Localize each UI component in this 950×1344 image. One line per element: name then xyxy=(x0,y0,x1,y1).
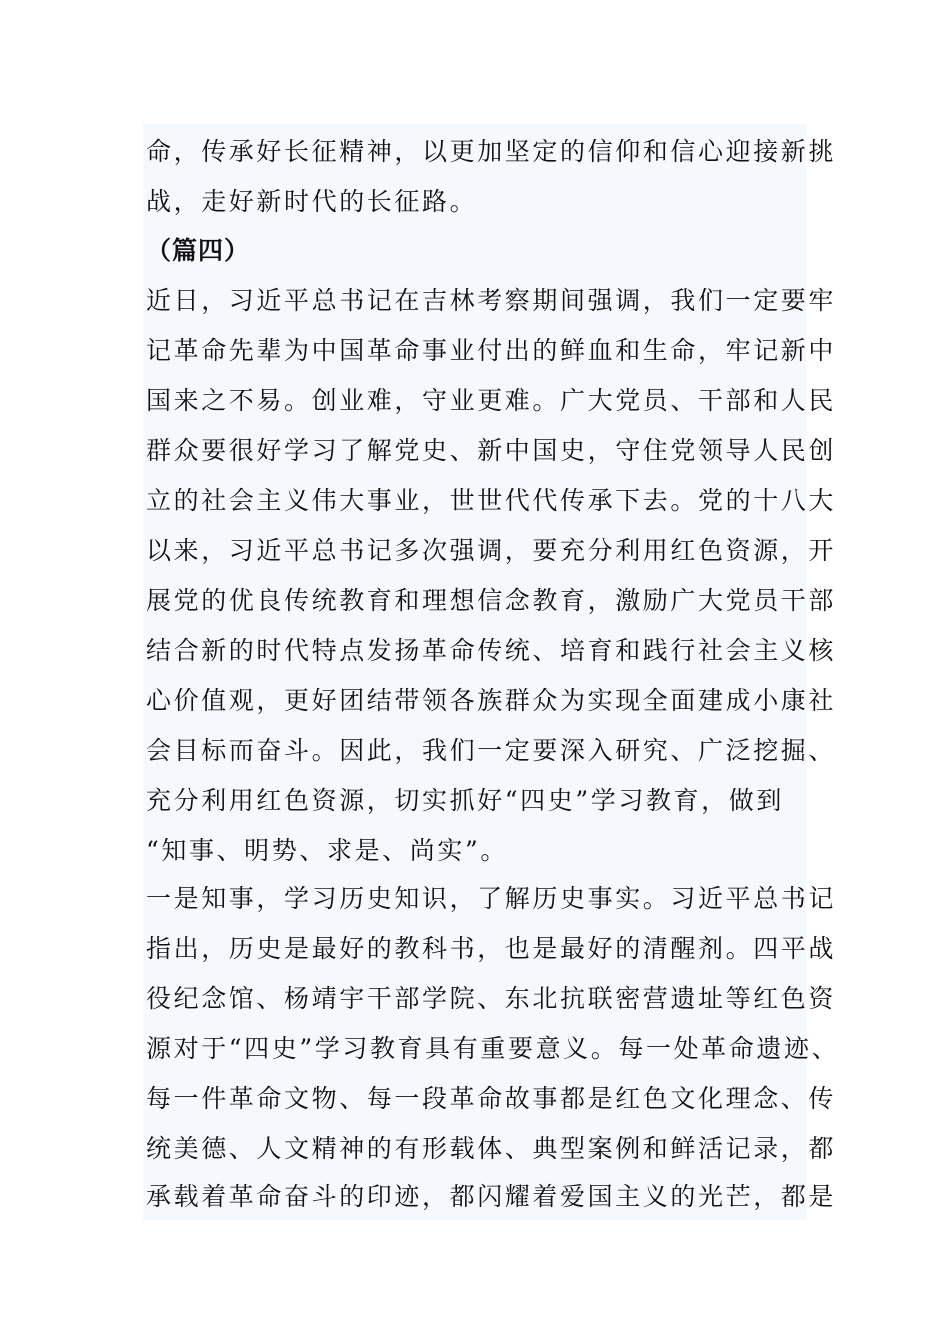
text-line: 承载着革命奋斗的印迹，都闪耀着爱国主义的光芒，都是 xyxy=(146,1182,837,1211)
text-line: 命，传承好长征精神，以更加坚定的信仰和信心迎接新挑 xyxy=(146,137,837,166)
text-line: 心价值观，更好团结带领各族群众为实现全面建成小康社 xyxy=(146,686,837,715)
text-line: 立的社会主义伟大事业，世世代代传承下去。党的十八大 xyxy=(146,486,837,515)
text-line: 每一件革命文物、每一段革命故事都是红色文化理念、传 xyxy=(146,1084,837,1113)
section-heading: （篇四） xyxy=(146,236,251,265)
text-line: 源对于“四史”学习教育具有重要意义。每一处革命遗迹、 xyxy=(146,1034,840,1063)
text-line: 展党的优良传统教育和理想信念教育，激励广大党员干部 xyxy=(146,586,837,615)
text-line: 统美德、人文精神的有形载体、典型案例和鲜活记录，都 xyxy=(146,1134,837,1163)
text-line: 近日，习近平总书记在吉林考察期间强调，我们一定要牢 xyxy=(146,286,837,315)
text-line: 一是知事，学习历史知识，了解历史事实。习近平总书记 xyxy=(146,884,837,913)
text-line: 战，走好新时代的长征路。 xyxy=(146,187,478,216)
text-line: 国来之不易。创业难，守业更难。广大党员、干部和人民 xyxy=(146,386,837,415)
text-line: 役纪念馆、杨靖宇干部学院、东北抗联密营遗址等红色资 xyxy=(146,984,837,1013)
text-line: 群众要很好学习了解党史、新中国史，守住党领导人民创 xyxy=(146,436,837,465)
text-line: 会目标而奋斗。因此，我们一定要深入研究、广泛挖掘、 xyxy=(146,736,837,765)
text-line: “知事、明势、求是、尚实”。 xyxy=(146,836,508,865)
text-line: 以来，习近平总书记多次强调，要充分利用红色资源，开 xyxy=(146,536,837,565)
text-line: 充分利用红色资源，切实抓好“四史”学习教育，做到 xyxy=(146,786,784,815)
text-line: 指出，历史是最好的教科书，也是最好的清醒剂。四平战 xyxy=(146,934,837,963)
document-text-block xyxy=(143,124,840,1220)
text-line: 记革命先辈为中国革命事业付出的鲜血和生命，牢记新中 xyxy=(146,336,837,365)
text-line: 结合新的时代特点发扬革命传统、培育和践行社会主义核 xyxy=(146,636,837,665)
